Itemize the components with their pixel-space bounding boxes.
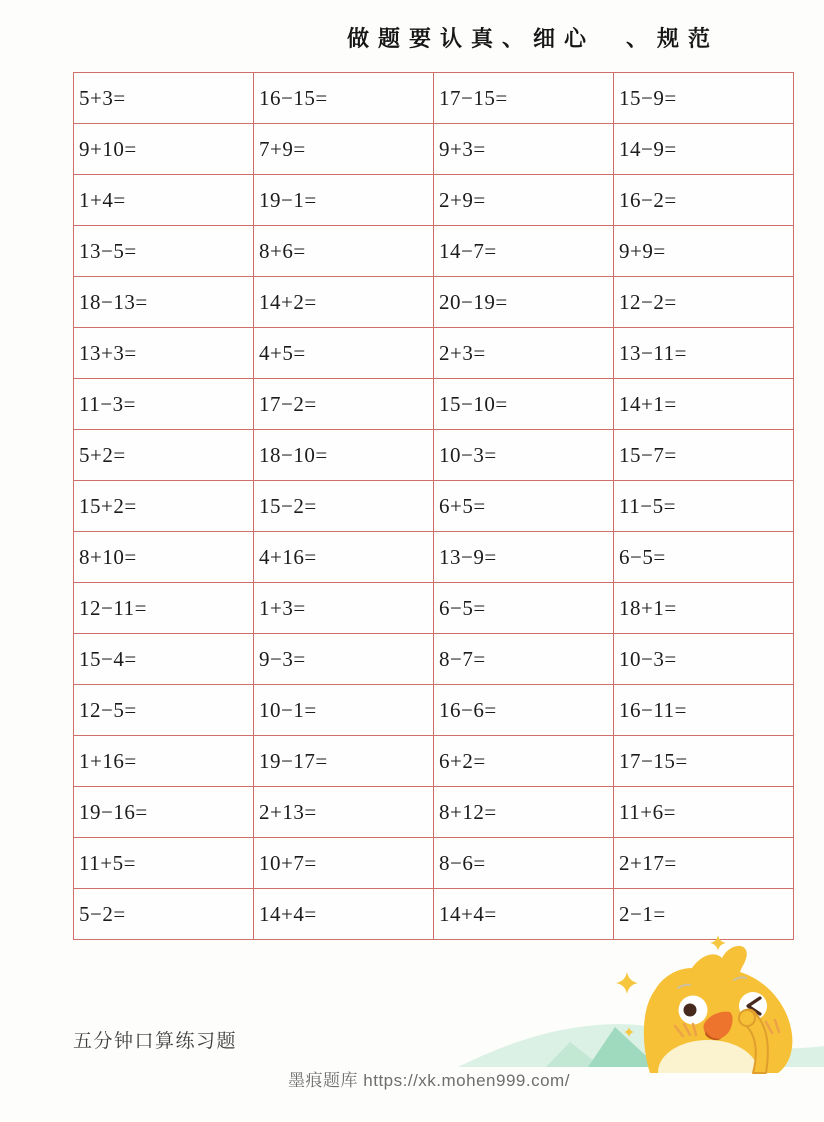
problem-cell: 16−2=	[614, 175, 794, 226]
problem-cell: 19−16=	[74, 787, 254, 838]
page-title: 做题要认真、细心 、规范	[347, 26, 720, 51]
table-row	[74, 787, 794, 838]
problem-cell: 5−2=	[74, 889, 254, 940]
problem-cell: 18−10=	[254, 430, 434, 481]
problem-cell: 19−1=	[254, 175, 434, 226]
problem-cell: 15−2=	[254, 481, 434, 532]
watermark-url: 墨痕题库 https://xk.mohen999.com/	[288, 1071, 570, 1090]
problem-cell: 14−7=	[434, 226, 614, 277]
problem-cell: 7+9=	[254, 124, 434, 175]
problem-cell: 10−3=	[434, 430, 614, 481]
problem-cell: 6+5=	[434, 481, 614, 532]
problem-cell: 9+3=	[434, 124, 614, 175]
table-row	[74, 481, 794, 532]
problem-cell: 8+6=	[254, 226, 434, 277]
section-label: 五分钟口算练习题	[73, 1031, 238, 1052]
problem-cell: 12−2=	[614, 277, 794, 328]
problem-cell: 11+6=	[614, 787, 794, 838]
problem-cell: 13−5=	[74, 226, 254, 277]
table-row	[74, 175, 794, 226]
problem-cell: 5+2=	[74, 430, 254, 481]
table-row	[74, 277, 794, 328]
problem-cell: 15+2=	[74, 481, 254, 532]
problem-cell: 14+4=	[434, 889, 614, 940]
problems-tbody	[74, 73, 794, 940]
table-row	[74, 430, 794, 481]
table-row	[74, 583, 794, 634]
problem-cell: 11−5=	[614, 481, 794, 532]
problem-cell: 9+9=	[614, 226, 794, 277]
problem-cell: 20−19=	[434, 277, 614, 328]
problem-cell: 5+3=	[74, 73, 254, 124]
problem-cell: 11−3=	[74, 379, 254, 430]
problem-cell: 14+4=	[254, 889, 434, 940]
problem-cell: 15−10=	[434, 379, 614, 430]
problem-cell: 13+3=	[74, 328, 254, 379]
table-row	[74, 226, 794, 277]
problem-cell: 10+7=	[254, 838, 434, 889]
problem-cell: 12−5=	[74, 685, 254, 736]
sparkle-icon	[710, 935, 725, 950]
problem-cell: 18−13=	[74, 277, 254, 328]
table-row	[74, 685, 794, 736]
table-row	[74, 328, 794, 379]
problem-cell: 4+5=	[254, 328, 434, 379]
table-row	[74, 124, 794, 175]
problem-cell: 14−9=	[614, 124, 794, 175]
sparkle-icon	[616, 972, 638, 994]
table-row	[74, 634, 794, 685]
problem-cell: 6+2=	[434, 736, 614, 787]
problem-cell: 10−1=	[254, 685, 434, 736]
problem-cell: 15−4=	[74, 634, 254, 685]
problem-cell: 16−11=	[614, 685, 794, 736]
problem-cell: 15−7=	[614, 430, 794, 481]
problem-cell: 13−11=	[614, 328, 794, 379]
problem-cell: 1+16=	[74, 736, 254, 787]
table-row	[74, 532, 794, 583]
problem-cell: 18+1=	[614, 583, 794, 634]
problem-cell: 14+2=	[254, 277, 434, 328]
problem-cell: 17−2=	[254, 379, 434, 430]
problem-cell: 2+13=	[254, 787, 434, 838]
problem-cell: 11+5=	[74, 838, 254, 889]
problem-cell: 8−6=	[434, 838, 614, 889]
problem-cell: 19−17=	[254, 736, 434, 787]
problems-table	[73, 72, 794, 940]
problem-cell: 1+4=	[74, 175, 254, 226]
problem-cell: 13−9=	[434, 532, 614, 583]
problem-cell: 9+10=	[74, 124, 254, 175]
problem-cell: 8−7=	[434, 634, 614, 685]
problem-cell: 16−6=	[434, 685, 614, 736]
problem-cell: 2+3=	[434, 328, 614, 379]
problem-cell: 1+3=	[254, 583, 434, 634]
problem-cell: 6−5=	[614, 532, 794, 583]
problem-cell: 6−5=	[434, 583, 614, 634]
problem-cell: 15−9=	[614, 73, 794, 124]
problem-cell: 12−11=	[74, 583, 254, 634]
problem-cell: 8+12=	[434, 787, 614, 838]
table-row	[74, 73, 794, 124]
problem-cell: 10−3=	[614, 634, 794, 685]
problem-cell: 17−15=	[434, 73, 614, 124]
problem-cell: 9−3=	[254, 634, 434, 685]
problem-cell: 4+16=	[254, 532, 434, 583]
table-row	[74, 379, 794, 430]
table-row	[74, 838, 794, 889]
problem-cell: 2+17=	[614, 838, 794, 889]
problem-cell: 8+10=	[74, 532, 254, 583]
problem-cell: 17−15=	[614, 736, 794, 787]
problem-cell: 16−15=	[254, 73, 434, 124]
problem-cell: 2−1=	[614, 889, 794, 940]
problem-cell: 2+9=	[434, 175, 614, 226]
table-row	[74, 736, 794, 787]
problem-cell: 14+1=	[614, 379, 794, 430]
